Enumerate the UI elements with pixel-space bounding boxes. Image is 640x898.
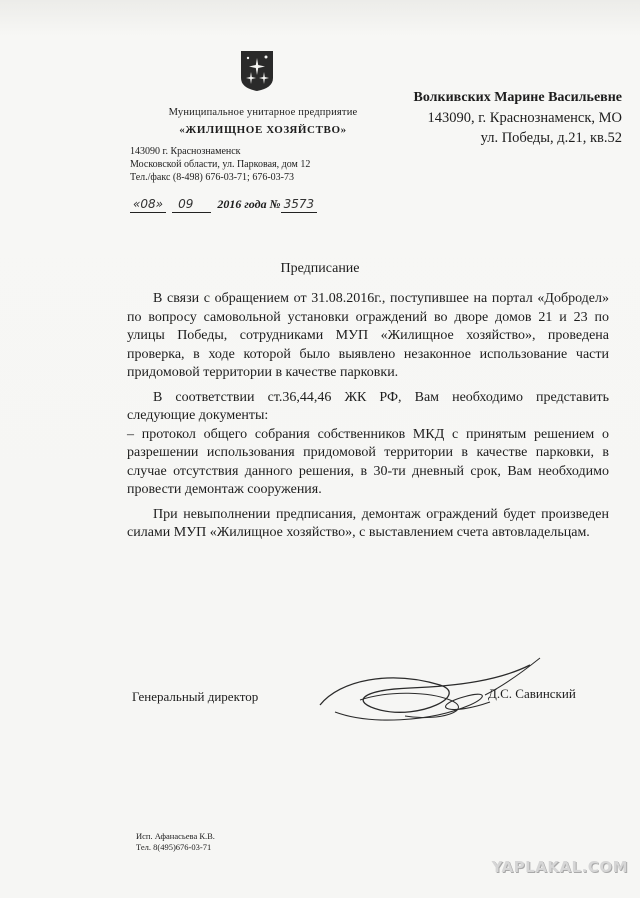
paragraph: – протокол общего собрания собственников МКД с принятым решением о разрешении использования придомовой территории в качестве парковки, в случае отсутствия данного решения, в 30-ти дневный срок, Вам необходимо провести демонтаж сооружения. <box>127 426 609 497</box>
recipient-city: 143090, г. Краснознаменск, МО <box>427 110 622 126</box>
date-year-label: 2016 года № <box>217 197 281 211</box>
org-address-line: Московской области, ул. Парковая, дом 12 <box>130 159 311 170</box>
city-crest-icon <box>240 50 274 92</box>
executor-name: Исп. Афанасьева К.В. <box>136 831 215 841</box>
date-line <box>130 197 317 213</box>
org-address <box>130 145 310 184</box>
signer-position: Генеральный директор <box>132 689 259 704</box>
recipient-street: ул. Победы, д.21, кв.52 <box>480 130 622 146</box>
date-month: 09 <box>178 197 194 211</box>
date-day: «08» <box>133 197 164 211</box>
org-address-line: 143090 г. Краснознаменск <box>130 146 241 157</box>
org-name-line: Муниципальное унитарное предприятие <box>168 107 358 118</box>
executor-block <box>136 831 215 853</box>
watermark: YAPLAKAL.COM <box>491 858 628 876</box>
paragraph: В связи с обращением от 31.08.2016г., поступившее на портал «Добродел» по вопросу самовольной установки ограждений во дворе домов 21 и 23 по улицы Победы, сотрудниками МУП «Жилищное хозяйство», проведена проверка, в ходе которой было выявлено незаконное использование части придомовой территории в качестве парковки. <box>127 291 609 380</box>
document-title: Предписание <box>280 261 360 276</box>
org-title: «ЖИЛИЩНОЕ ХОЗЯЙСТВО» <box>179 124 347 136</box>
recipient-block <box>414 88 623 148</box>
document-number: 3573 <box>283 197 315 211</box>
paragraph: При невыполнении предписания, демонтаж ограждений будет произведен силами МУП «Жилищное хозяйство», с выставлением счета автовладельцам. <box>127 506 609 540</box>
executor-phone: Тел. 8(495)676-03-71 <box>136 842 212 852</box>
recipient-name: Волкивских Марине Васильевне <box>413 90 622 105</box>
signer-name: Д.С. Савинский <box>488 686 576 701</box>
org-address-line: Тел./факс (8-498) 676-03-71; 676-03-73 <box>130 172 294 183</box>
document-body <box>127 290 609 549</box>
paragraph: В соответствии ст.36,44,46 ЖК РФ, Вам необходимо представить следующие документы: <box>127 389 609 423</box>
